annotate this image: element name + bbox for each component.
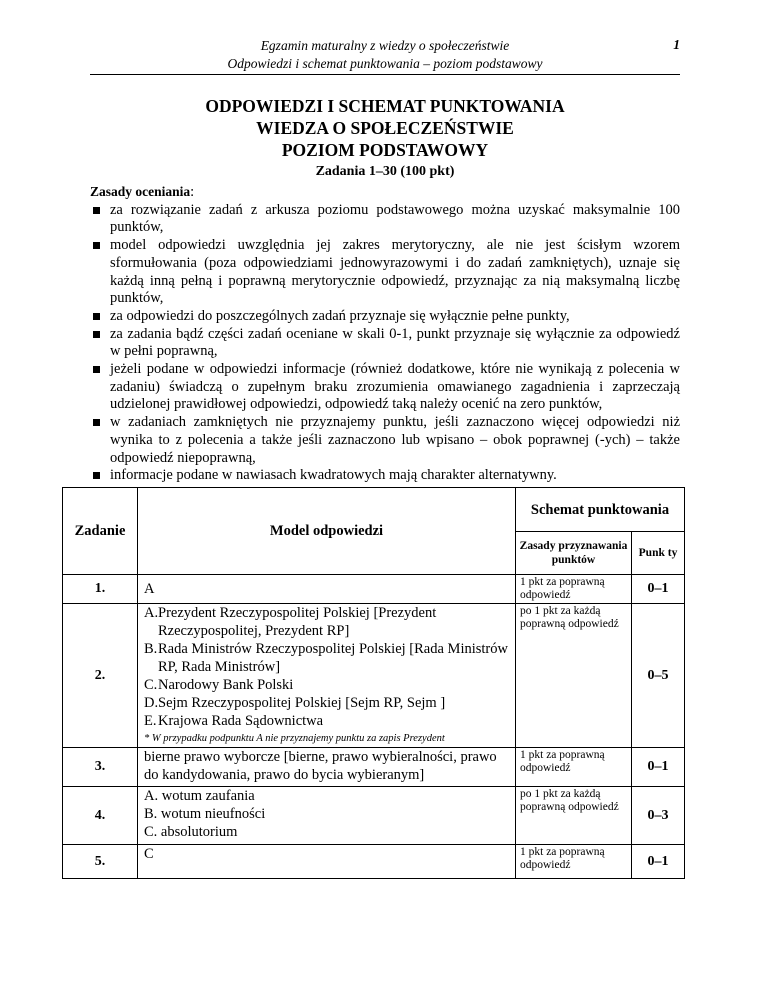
header-model: Model odpowiedzi (138, 488, 516, 575)
scoring-rule: 1 pkt za poprawną odpowiedź (516, 575, 632, 604)
rule-item: za odpowiedzi do poszczególnych zadań przyznaje się wyłącznie pełne punkty, (90, 308, 680, 326)
rule-item: jeżeli podane w odpowiedzi informacje (również dodatkowe, które nie wynikają z polecenia w zadaniu) świadczą o zupełnym braku zrozumienia omawianego zagadnienia i zaprzeczają udzielonej prawidłowej odpowiedzi, odpowiedź taką należy ocenić na zero punktów, (90, 361, 680, 414)
task-number: 3. (63, 748, 138, 787)
scoring-rule: po 1 pkt za każdą poprawną odpowiedź (516, 787, 632, 845)
answer-item (144, 604, 511, 640)
model-answer (138, 604, 516, 748)
task-number: 1. (63, 575, 138, 604)
rule-item: za zadania bądź części zadań oceniane w skali 0-1, punkt przyznaje się wyłącznie za odpowiedź w pełni poprawną, (90, 326, 680, 361)
model-answer: A (138, 575, 516, 604)
table-row (63, 604, 685, 748)
header-schemat: Schemat punktowania (516, 488, 685, 532)
grading-rules (90, 183, 680, 485)
scoring-rule: 1 pkt za poprawną odpowiedź (516, 748, 632, 787)
rules-list (90, 202, 680, 485)
answer-letter: E. (144, 713, 157, 729)
rule-item: informacje podane w nawiasach kwadratowych mają charakter alternatywny. (90, 467, 680, 485)
points-range: 0–3 (632, 787, 685, 845)
rule-item: za rozwiązanie zadań z arkusza poziomu podstawowego można uzyskać maksymalnie 100 punktów, (90, 202, 680, 237)
task-number: 4. (63, 787, 138, 845)
answer-letter: D. (144, 695, 159, 711)
answer-text: Sejm Rzeczypospolitej Polskiej [Sejm RP, Sejm ] (158, 695, 446, 711)
scoring-rule: 1 pkt za poprawną odpowiedź (516, 845, 632, 879)
title-subtitle: Zadania 1–30 (100 pkt) (315, 164, 455, 179)
scoring-rule: po 1 pkt za każdą poprawną odpowiedź (516, 604, 632, 748)
model-answer: bierne prawo wyborcze [bierne, prawo wybieralności, prawo do kandydowania, prawo do bycia wybieranym] (138, 748, 516, 787)
document-title (90, 95, 680, 181)
table-row (63, 845, 685, 879)
header-line-2: Odpowiedzi i schemat punktowania – poziom podstawowy (227, 56, 543, 71)
points-range: 0–1 (632, 575, 685, 604)
answer-item (144, 694, 511, 712)
header-zasady: Zasady przyznawania punktów (516, 532, 632, 575)
rules-heading-colon: : (190, 184, 195, 200)
answer-text: Rada Ministrów Rzeczypospolitej Polskiej [Rada Ministrów RP, Rada Ministrów] (158, 641, 508, 675)
answer-item (144, 640, 511, 676)
answer-line: B. wotum nieufności (144, 806, 266, 822)
points-range: 0–1 (632, 845, 685, 879)
answer-text: Narodowy Bank Polski (158, 677, 294, 693)
answer-letter: C. (144, 677, 158, 693)
rule-item: model odpowiedzi uwzględnia jej zakres merytoryczny, ale nie jest ścisłym wzorem sformułowania (poza odpowiedziami jednowyrazowymi i do zadań zamkniętych), uznaje się każdą inną pełną i poprawną merytorycznie odpowiedź, przyznając za nią maksymalną liczbę punktów, (90, 237, 680, 308)
task-number: 2. (63, 604, 138, 748)
header-zadanie: Zadanie (63, 488, 138, 575)
table-row (63, 575, 685, 604)
answer-letter: A. (144, 605, 159, 621)
answer-key-table (62, 487, 685, 879)
title-line-3: POZIOM PODSTAWOWY (281, 140, 489, 160)
title-line-1: ODPOWIEDZI I SCHEMAT PUNKTOWANIA (205, 96, 565, 116)
rules-heading (90, 183, 680, 202)
title-line-2: WIEDZA O SPOŁECZEŃSTWIE (256, 118, 514, 138)
header-line-1: Egzamin maturalny z wiedzy o społeczeństwie (260, 38, 510, 53)
answer-line: A. wotum zaufania (144, 788, 255, 804)
points-range: 0–1 (632, 748, 685, 787)
answer-item (144, 712, 511, 730)
task-number: 5. (63, 845, 138, 879)
table-row (63, 748, 685, 787)
answer-note: * W przypadku podpunktu A nie przyznajemy punktu za zapis Prezydent (144, 733, 445, 744)
model-answer (138, 787, 516, 845)
answer-letter: B. (144, 641, 158, 657)
answer-text: Krajowa Rada Sądownictwa (158, 713, 324, 729)
table-header-row (63, 488, 685, 532)
answer-text: Prezydent Rzeczypospolitej Polskiej [Prezydent Rzeczypospolitej, Prezydent RP] (158, 605, 437, 639)
header-divider (90, 74, 680, 75)
page-header (90, 37, 680, 73)
model-answer: C (138, 845, 516, 879)
rules-heading-text: Zasady oceniania (90, 184, 191, 199)
header-punkty: Punk ty (632, 532, 685, 575)
table-row (63, 787, 685, 845)
answer-line: C. absolutorium (144, 824, 238, 840)
points-range: 0–5 (632, 604, 685, 748)
answer-item (144, 676, 511, 694)
rule-item: w zadaniach zamkniętych nie przyznajemy punktu, jeśli zaznaczono więcej odpowiedzi niż wynika to z polecenia a także jeśli zaznaczono lub wpisano – obok poprawnej (-ych) – także odpowiedź niepoprawną, (90, 414, 680, 467)
page-number: 1 (673, 37, 680, 52)
